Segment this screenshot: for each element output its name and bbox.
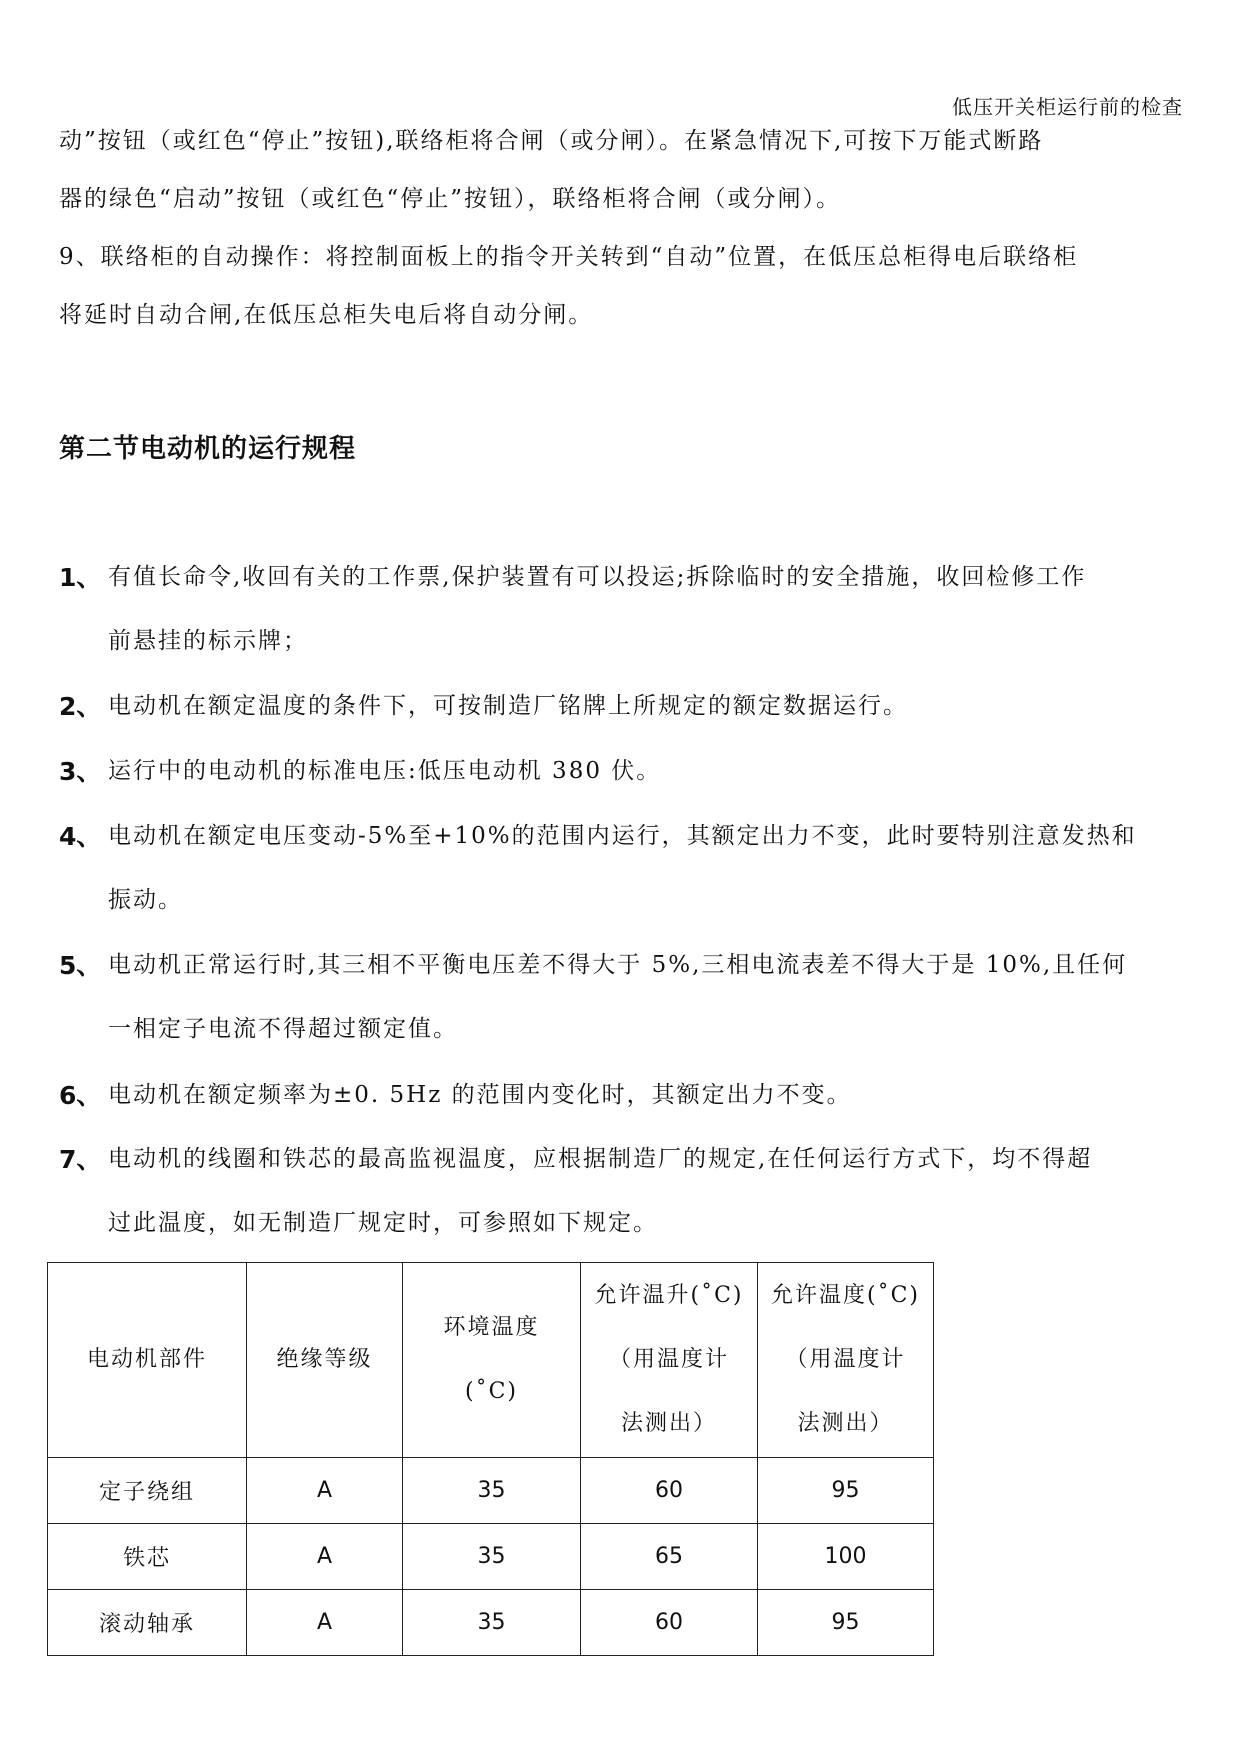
cell-rise: 60 [581,1458,758,1524]
header-cell-temp-line2: （用温度计 [785,1347,906,1372]
item-text: 电动机在额定温度的条件下，可按制造厂铭牌上所规定的额定数据运行。 [108,693,908,719]
section-title: 第二节电动机的运行规程 [59,434,357,464]
table-row [48,1458,934,1524]
cell-class: A [247,1590,403,1656]
item-text: 电动机在额定频率为±0. 5Hz 的范围内变化时，其额定出力不变。 [108,1082,852,1108]
item-text: 有值长命令,收回有关的工作票,保护装置有可以投运;拆除临时的安全措施，收回检修工作 [108,564,1087,590]
cell-class: A [247,1524,403,1590]
item-text: 电动机在额定电压变动-5%至+10%的范围内运行，其额定出力不变，此时要特别注意发热和 [108,823,1137,849]
header-cell-rise-line3: 法测出） [620,1411,717,1436]
intro-line: 器的绿色“启动”按钮（或红色“停止”按钮），联络柜将合闸（或分闸）。 [59,186,842,212]
cell-ambient: 35 [403,1524,581,1590]
cell-temp: 95 [758,1590,934,1656]
item-text: 电动机的线圈和铁芯的最高监视温度，应根据制造厂的规定,在任何运行方式下，均不得超 [108,1146,1093,1172]
header-cell-temp [758,1263,934,1458]
item-number: 5、 [59,951,102,980]
cell-part: 定子绕组 [48,1458,247,1524]
header-cell-part: 电动机部件 [48,1263,247,1458]
cell-rise: 60 [581,1590,758,1656]
cell-rise: 65 [581,1524,758,1590]
cell-ambient: 35 [403,1458,581,1524]
header-cell-temp-line1: 允许温度(˚C) [771,1283,920,1308]
table-row [48,1524,934,1590]
item-number: 2、 [59,692,102,721]
item-text-continued: 一相定子电流不得超过额定值。 [108,1016,458,1042]
header-cell-insulation: 绝缘等级 [247,1263,403,1458]
header-cell-temp-line3: 法测出） [797,1411,894,1436]
header-cell-rise-line1: 允许温升(˚C) [594,1283,744,1308]
table-row [48,1590,934,1656]
cell-class: A [247,1458,403,1524]
item-text: 电动机正常运行时,其三相不平衡电压差不得大于 5%,三相电流表差不得大于是 10%,且任何 [108,952,1128,978]
page-header: 低压开关柜运行前的检查 [952,95,1183,119]
header-cell-rise-line2: （用温度计 [608,1347,729,1372]
intro-line: 将延时自动合闸,在低压总柜失电后将自动分闸。 [59,302,594,328]
item-number: 6、 [59,1081,102,1110]
item-text-continued: 前悬挂的标示牌； [108,628,308,654]
motor-temperature-table [47,1262,934,1656]
header-cell-ambient-line2: (˚C) [465,1379,518,1404]
header-cell-ambient [403,1263,581,1458]
intro-line: 动”按钮（或红色“停止”按钮),联络柜将合闸（或分闸）。在紧急情况下,可按下万能式断路 [59,128,1044,154]
header-cell-rise [581,1263,758,1458]
cell-ambient: 35 [403,1590,581,1656]
item-number: 4、 [59,822,102,851]
intro-line: 9、联络柜的自动操作：将控制面板上的指令开关转到“自动”位置，在低压总柜得电后联络柜 [59,244,1079,270]
table-header-row [48,1263,934,1458]
cell-temp: 100 [758,1524,934,1590]
item-text: 运行中的电动机的标准电压:低压电动机 380 伏。 [108,758,662,784]
item-text-continued: 振动。 [108,887,183,913]
cell-part: 铁芯 [48,1524,247,1590]
item-number: 1、 [59,563,102,592]
header-cell-ambient-line1: 环境温度 [443,1315,540,1340]
item-number: 7、 [59,1145,102,1174]
cell-part: 滚动轴承 [48,1590,247,1656]
item-text-continued: 过此温度，如无制造厂规定时，可参照如下规定。 [108,1210,658,1236]
cell-temp: 95 [758,1458,934,1524]
item-number: 3、 [59,757,102,786]
